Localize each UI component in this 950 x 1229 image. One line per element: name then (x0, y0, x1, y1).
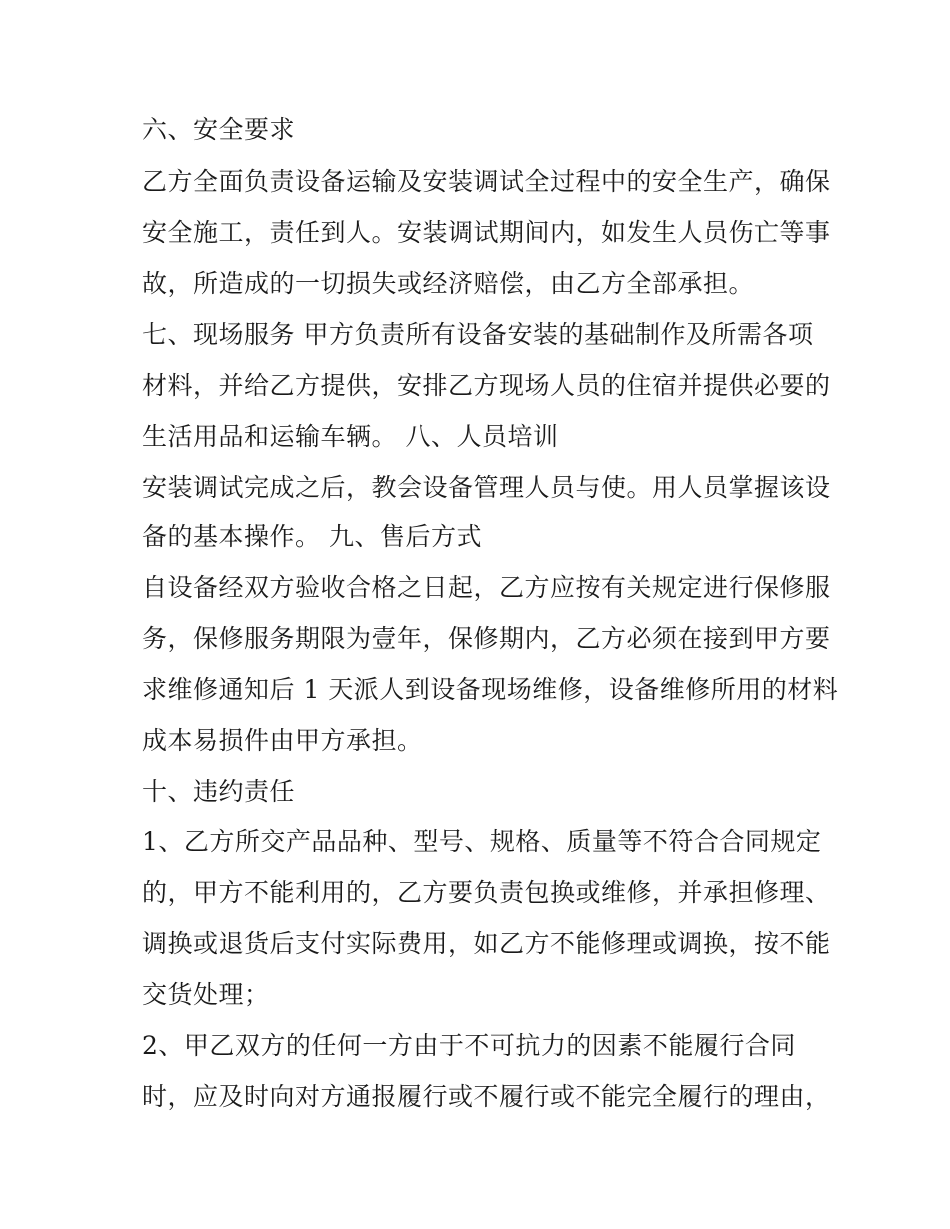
section-heading-safety: 六、安全要求 (142, 115, 296, 144)
paragraph-line: 交货处理； (142, 980, 270, 1009)
paragraph-line: 故，所造成的一切损失或经济赔偿，由乙方全部承担。 (142, 269, 755, 298)
paragraph-line: 1、乙方所交产品品种、型号、规格、质量等不符合合同规定 (142, 827, 822, 856)
paragraph-line: 材料，并给乙方提供，安排乙方现场人员的住宿并提供必要的 (142, 371, 831, 400)
paragraph-line: 备的基本操作。 九、售后方式 (142, 522, 482, 551)
paragraph-line: 2、甲乙双方的任何一方由于不可抗力的因素不能履行合同 (142, 1031, 796, 1060)
paragraph-line: 求维修通知后 1 天派人到设备现场维修，设备维修所用的材料 (142, 675, 839, 704)
paragraph-line: 务，保修服务期限为壹年，保修期内，乙方必须在接到甲方要 (142, 624, 831, 653)
paragraph-line: 的，甲方不能利用的，乙方要负责包换或维修，并承担修理、 (142, 878, 831, 907)
paragraph-line: 自设备经双方验收合格之日起，乙方应按有关规定进行保修服 (142, 573, 831, 602)
paragraph-line: 安全施工，责任到人。安装调试期间内，如发生人员伤亡等事 (142, 218, 831, 247)
paragraph-line: 时，应及时向对方通报履行或不履行或不能完全履行的理由， (142, 1082, 831, 1111)
paragraph-line: 成本易损件由甲方承担。 (142, 726, 423, 755)
section-heading-onsite-service: 七、现场服务 甲方负责所有设备安装的基础制作及所需各项 (142, 320, 814, 349)
paragraph-line: 生活用品和运输车辆。 八、人员培训 (142, 422, 559, 451)
paragraph-line: 调换或退货后支付实际费用，如乙方不能修理或调换，按不能 (142, 929, 831, 958)
paragraph-line: 乙方全面负责设备运输及安装调试全过程中的安全生产，确保 (142, 167, 831, 196)
paragraph-line: 安装调试完成之后，教会设备管理人员与使。用人员掌握该设 (142, 473, 831, 502)
section-heading-breach-liability: 十、违约责任 (142, 777, 296, 806)
